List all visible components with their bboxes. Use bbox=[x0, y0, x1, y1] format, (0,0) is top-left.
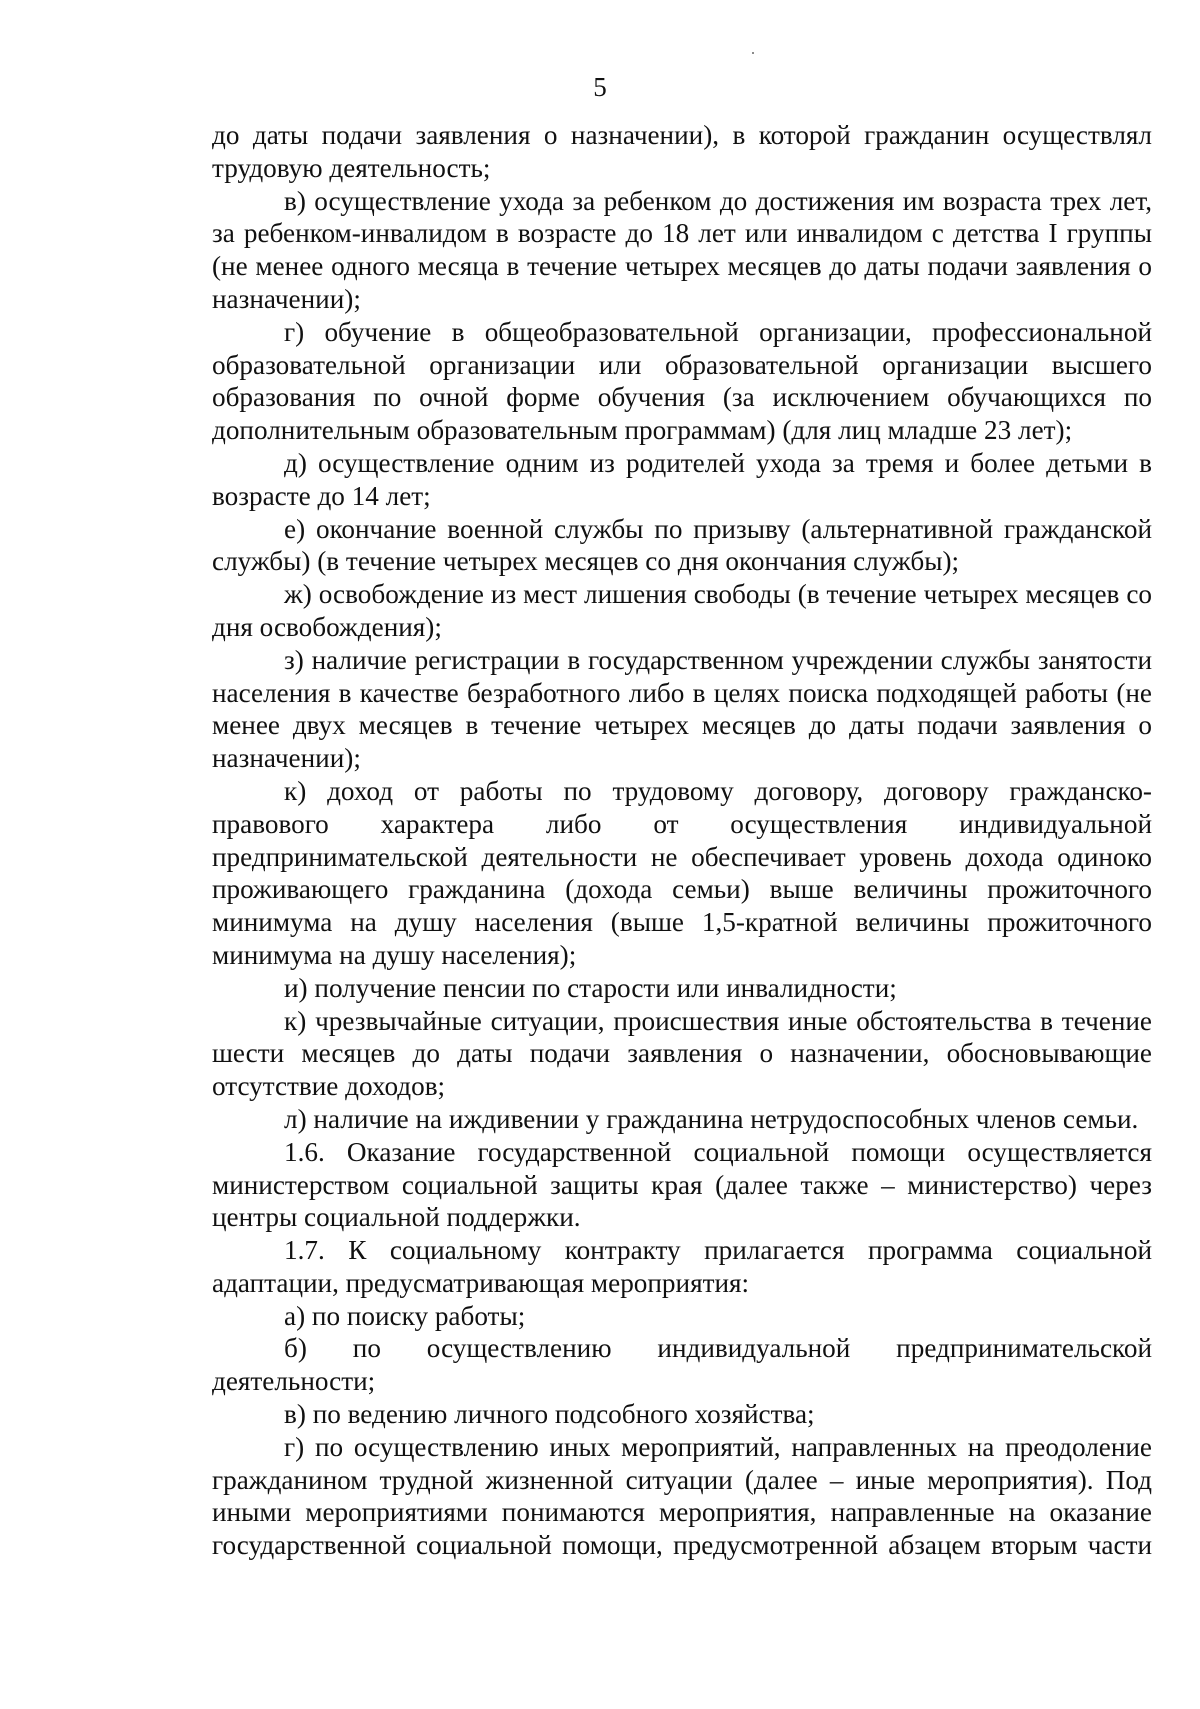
paragraph-item-k-income: к) доход от работы по трудовому договору, договору гражданско-правового характера либо от осуществления индивидуальной предпринимательской деятельности не обеспечивает уровень дохода одиноко проживающего гражданина (дохода семьи) выше величины прожиточного минимума на душу населения (выше 1,5-кратной величины прожиточного минимума на душу населения); bbox=[212, 775, 1152, 970]
paragraph-item-z: з) наличие регистрации в государственном учреждении службы занятости населения в качестве безработного либо в целях поиска подходящей работы (не менее двух месяцев в течение четырех месяцев до даты подачи заявления о назначении); bbox=[212, 644, 1152, 774]
paragraph-measure-v: в) по ведению личного подсобного хозяйства; bbox=[284, 1399, 815, 1430]
paragraph-measure-b: б) по осуществлению индивидуальной предпринимательской деятельности; bbox=[212, 1333, 1152, 1397]
paragraph-item-e: е) окончание военной службы по призыву (альтернативной гражданской службы) (в течение четырех месяцев со дня окончания службы); bbox=[212, 513, 1152, 577]
paragraph-item-v: в) осуществление ухода за ребенком до достижения им возраста трех лет, за ребенком-инвалидом в возрасте до 18 лет или инвалидом с детства I группы (не менее одного месяца в течение четырех месяцев до даты подачи заявления о назначении); bbox=[212, 185, 1152, 314]
paragraph-section-1-6: 1.6. Оказание государственной социальной помощи осуществляется министерством социальной защиты края (далее также – министерство) через центры социальной поддержки. bbox=[212, 1136, 1152, 1233]
scan-speck bbox=[752, 52, 754, 54]
paragraph-measure-g: г) по осуществлению иных мероприятий, направленных на преодоление гражданином трудной жизненной ситуации (далее – иные мероприятия). Под иными мероприятиями понимаются мероприятия, направленные на оказание государственной социальной помощи, предусмотренной абзацем вторым части bbox=[212, 1431, 1152, 1561]
paragraph-continuation: до даты подачи заявления о назначении), в которой гражданин осуществлял трудовую деятельность; bbox=[212, 120, 1152, 183]
paragraph-section-1-7: 1.7. К социальному контракту прилагается программа социальной адаптации, предусматривающая мероприятия: bbox=[212, 1235, 1152, 1298]
document-body bbox=[212, 119, 1152, 1562]
paragraph-item-g: г) обучение в общеобразовательной организации, профессиональной образовательной организации или образовательной организации высшего образования по очной форме обучения (за исключением обучающихся по дополнительным образовательным программам) (для лиц младше 23 лет); bbox=[212, 316, 1152, 446]
page-number: 5 bbox=[593, 72, 607, 102]
paragraph-measure-a: а) по поиску работы; bbox=[284, 1300, 526, 1331]
paragraph-item-i: и) получение пенсии по старости или инвалидности; bbox=[284, 972, 897, 1003]
paragraph-item-d: д) осуществление одним из родителей ухода за тремя и более детьми в возрасте до 14 лет; bbox=[212, 447, 1152, 511]
paragraph-item-zh: ж) освобождение из мест лишения свободы (в течение четырех месяцев со дня освобождения); bbox=[212, 579, 1152, 642]
paragraph-item-k-emergency: к) чрезвычайные ситуации, происшествия иные обстоятельства в течение шести месяцев до даты подачи заявления о назначении, обосновывающие отсутствие доходов; bbox=[212, 1005, 1152, 1102]
paragraph-item-l: л) наличие на иждивении у гражданина нетрудоспособных членов семьи. bbox=[284, 1103, 1139, 1134]
